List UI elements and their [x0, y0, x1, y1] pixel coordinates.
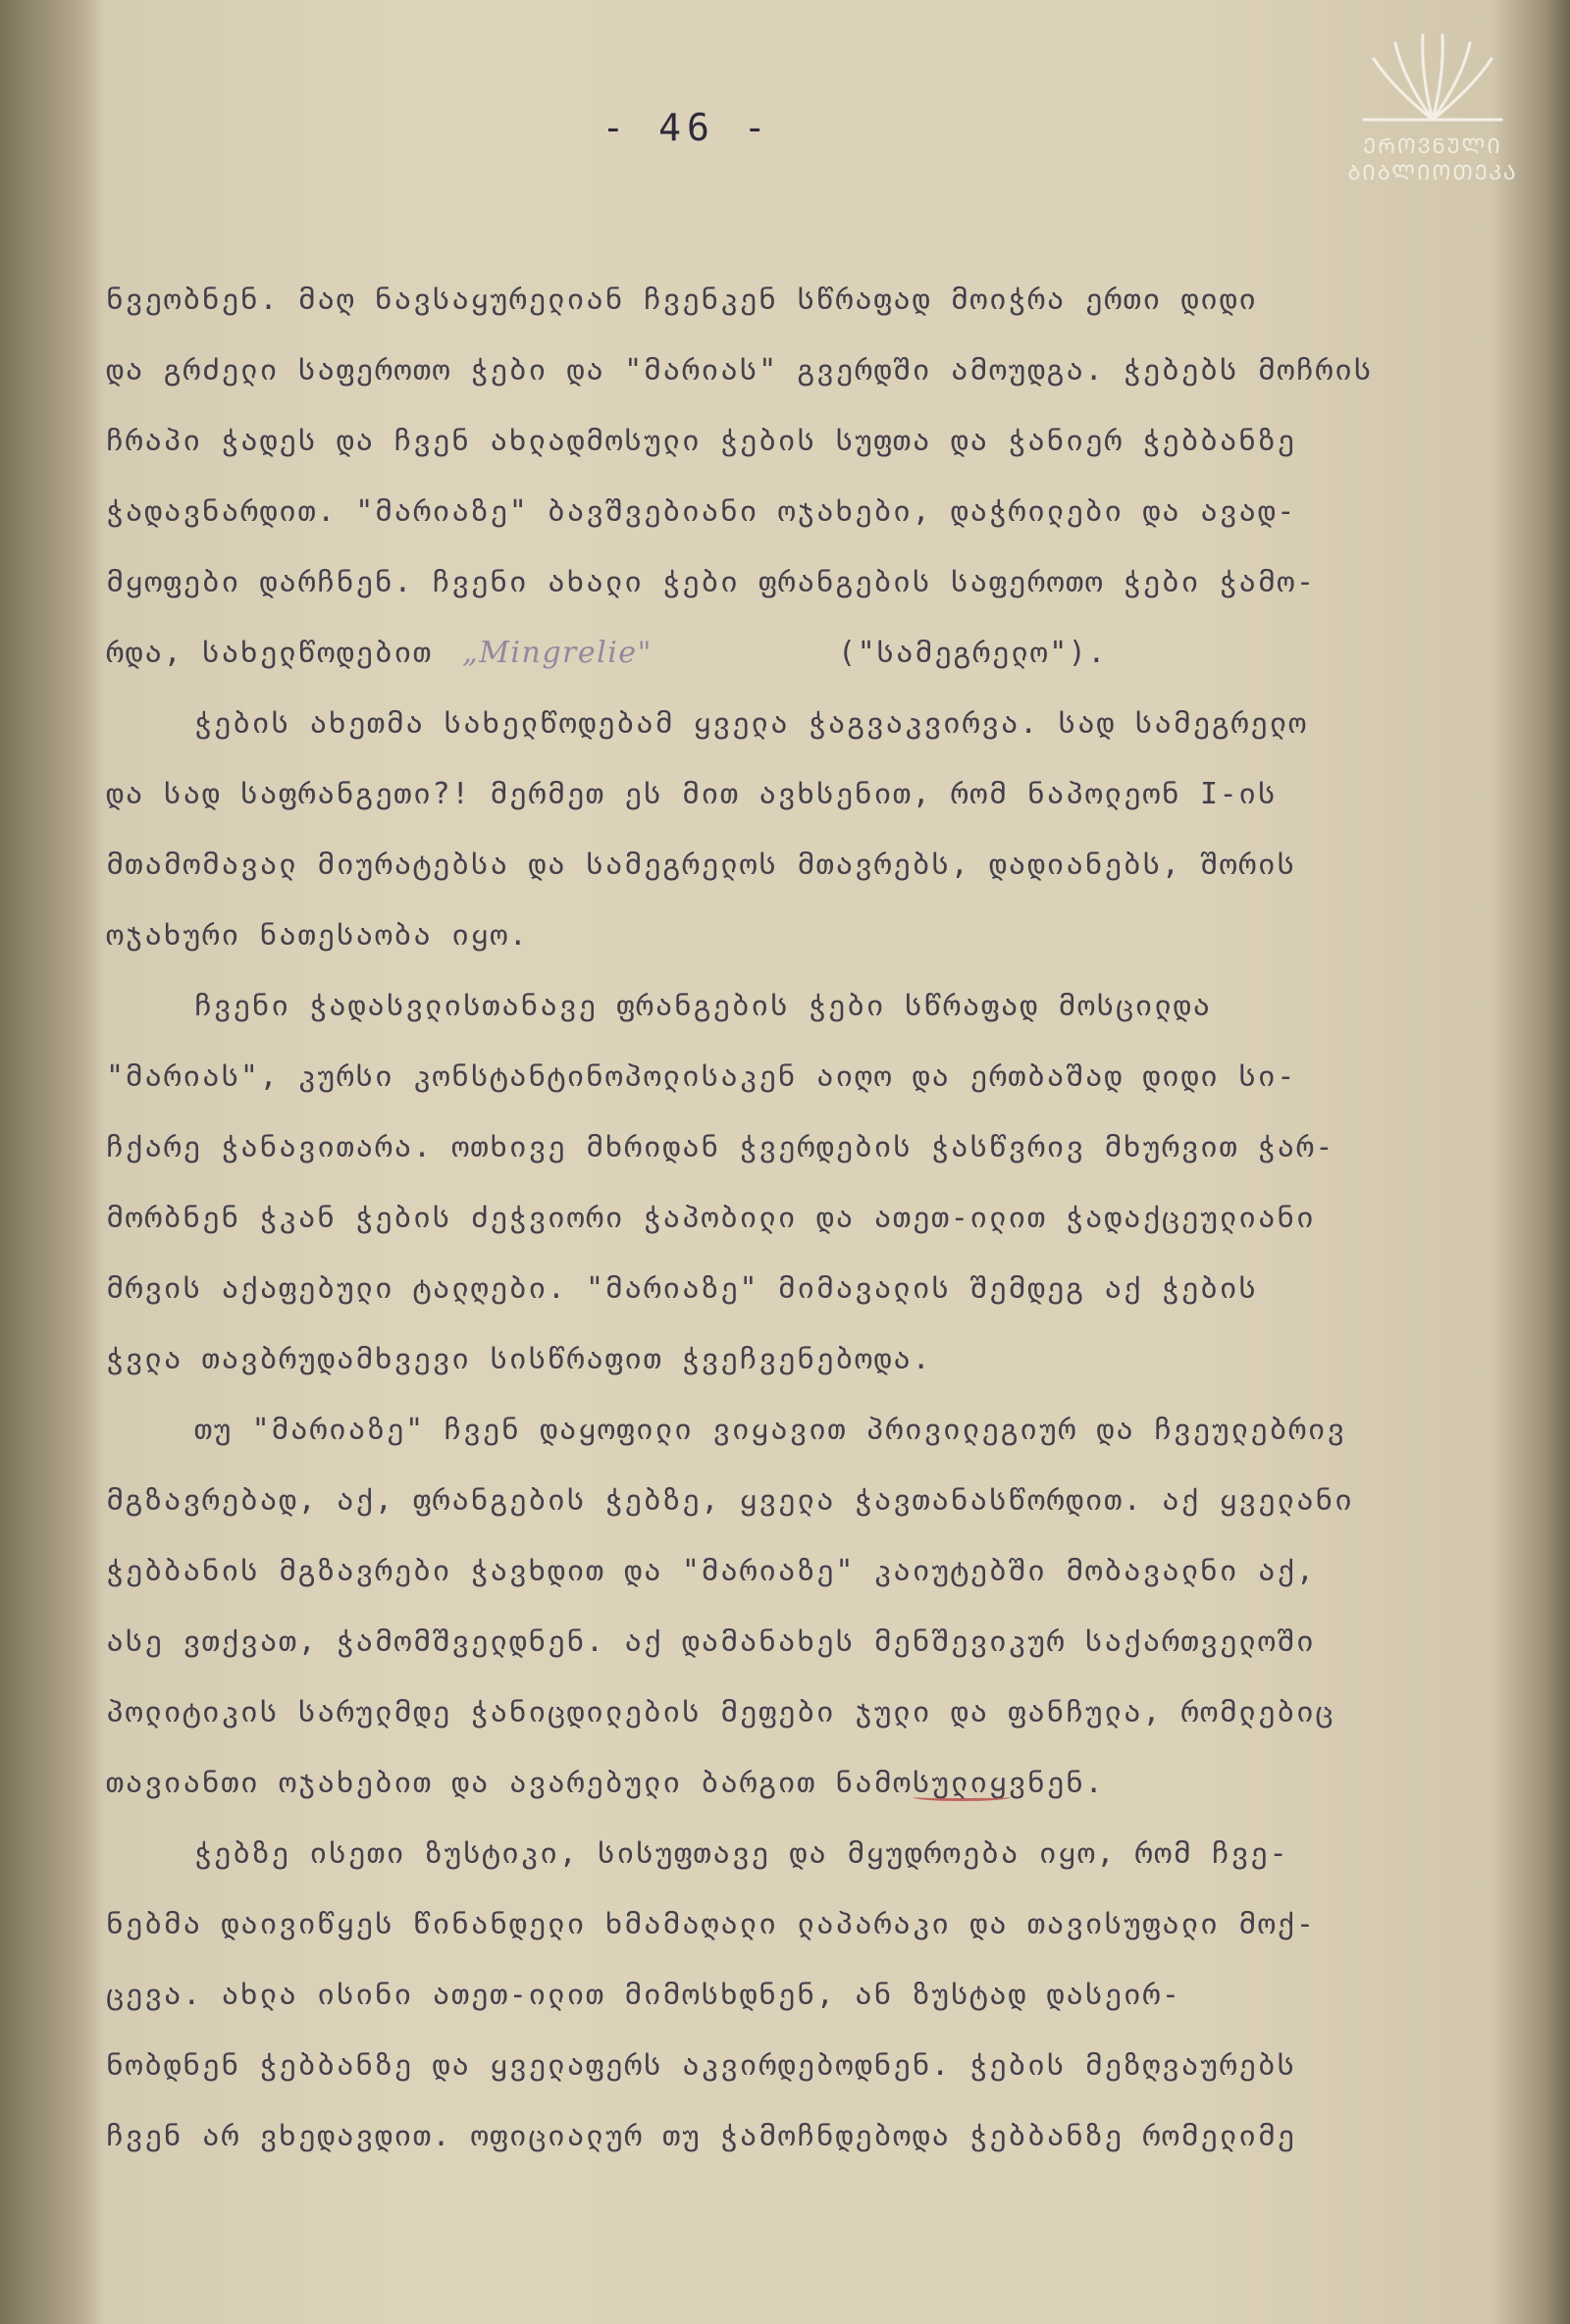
text-line: მყოფები დარჩნენ. ჩვენი ახალი ჭები ფრანგების საფეროთო ჭები ჭამო- — [106, 565, 1316, 599]
red-underline-mark — [913, 1793, 1011, 1801]
text-line: ნობდნენ ჭებბანზე და ყველაფერს აკვირდებოდნენ. ჭების მეზღვაურებს — [106, 2048, 1296, 2083]
page-number: - 46 - — [602, 106, 772, 149]
text-line: და სად საფრანგეთი?! მერმეთ ეს მით ავხსენით, რომ ნაპოლეონ I-ის — [106, 777, 1278, 811]
text-line: მრვის აქაფებული ტალღები. "მარიაზე" მიმავალის შემდეგ აქ ჭების — [106, 1271, 1258, 1306]
text-line-with-handwriting — [106, 618, 1519, 689]
text-line: თავიანთი ოჯახებით და ავარებული ბარგით ნამოსულიყვნენ. — [106, 1766, 1105, 1800]
text-line: მთამომავალ მიურატებსა და სამეგრელოს მთავრებს, დადიანებს, შორის — [106, 848, 1296, 882]
typed-text-body — [106, 265, 1519, 2172]
text-line: და გრძელი საფეროთო ჭები და "მარიას" გვერდში ამოუდგა. ჭებებს მოჩრის — [106, 353, 1374, 387]
handwritten-annotation: „Mingrelie" — [451, 636, 653, 670]
text-line: თუ "მარიაზე" ჩვენ დაყოფილი ვიყავით პრივილეგიურ და ჩვეულებრივ — [194, 1413, 1346, 1447]
text-line: ნებმა დაივიწყეს წინანდელი ხმამაღალი ლაპარაკი და თავისუფალი მოქ- — [106, 1907, 1316, 1941]
text-line: ჭადავნარდით. "მარიაზე" ბავშვებიანი ოჯახები, დაჭრილები და ავად- — [106, 494, 1296, 529]
text-line: პოლიტიკის სარულმდე ჭანიცდილების მეფები ჯული და ფანჩულა, რომლებიც — [106, 1695, 1334, 1730]
text-line: "მარიას", კურსი კონსტანტინოპოლისაკენ აიღო და ერთბაშად დიდი სი- — [106, 1059, 1296, 1094]
book-fan-icon — [1334, 29, 1531, 128]
text-line: მორბნენ ჭკან ჭების ძეჭვიორი ჭაპობილი და ათეთ-ილით ჭადაქცეულიანი — [106, 1201, 1316, 1235]
archive-logo — [1334, 29, 1531, 196]
text-line: ჩვენ არ ვხედავდით. ოფიციალურ თუ ჭამოჩნდებოდა ჭებბანზე რომელიმე — [106, 2119, 1296, 2153]
text-line: ჭების ახეთმა სახელწოდებამ ყველა ჭაგვაკვირვა. სად სამეგრელო — [194, 706, 1308, 741]
text-line: ჩრაპი ჭადეს და ჩვენ ახლადმოსული ჭების სუფთა და ჭანიერ ჭებბანზე — [106, 424, 1296, 458]
text-line: ასე ვთქვათ, ჭამომშველდნენ. აქ დამანახეს მენშევიკურ საქართველოში — [106, 1625, 1316, 1659]
text-line: ჩვენი ჭადასვლისთანავე ფრანგების ჭები სწრაფად მოსცილდა — [194, 989, 1212, 1023]
text-line: ჭებბანის მგზავრები ჭავხდით და "მარიაზე" კაიუტებში მობავალნი აქ, — [106, 1554, 1316, 1588]
text-line: ჭებზე ისეთი ზუსტიკი, სისუფთავე და მყუდროება იყო, რომ ჩვე- — [194, 1836, 1289, 1871]
text-line-segment: რდა, სახელწოდებით — [106, 636, 433, 670]
binding-edge — [0, 0, 103, 2324]
text-line: ჭვლა თავბრუდამხვევი სისწრაფით ჭვეჩვენებოდა. — [106, 1342, 932, 1376]
text-line: მგზავრებად, აქ, ფრანგების ჭებზე, ყველა ჭავთანასწორდით. აქ ყველანი — [106, 1483, 1354, 1518]
logo-text-line1: ᲔᲠᲝᲕᲜᲣᲚᲘ — [1363, 134, 1502, 158]
text-line: ჩქარე ჭანავითარა. ოთხივე მხრიდან ჭვერდების ჭასწვრივ მხურვით ჭარ- — [106, 1130, 1334, 1164]
quoted-word: ("სამეგრელო"). — [838, 636, 1107, 670]
text-line: ცევა. ახლა ისინი ათეთ-ილით მიმოსხდნენ, ან ზუსტად დასეირ- — [106, 1978, 1181, 2012]
logo-text-line2: ᲑᲘᲑᲚᲘᲝᲗᲔᲙᲐ — [1347, 161, 1518, 184]
text-line: ნვეობნენ. მაღ ნავსაყურელიან ჩვენკენ სწრაფად მოიჭრა ერთი დიდი — [106, 283, 1258, 317]
text-line: ოჯახური ნათესაობა იყო. — [106, 918, 529, 953]
